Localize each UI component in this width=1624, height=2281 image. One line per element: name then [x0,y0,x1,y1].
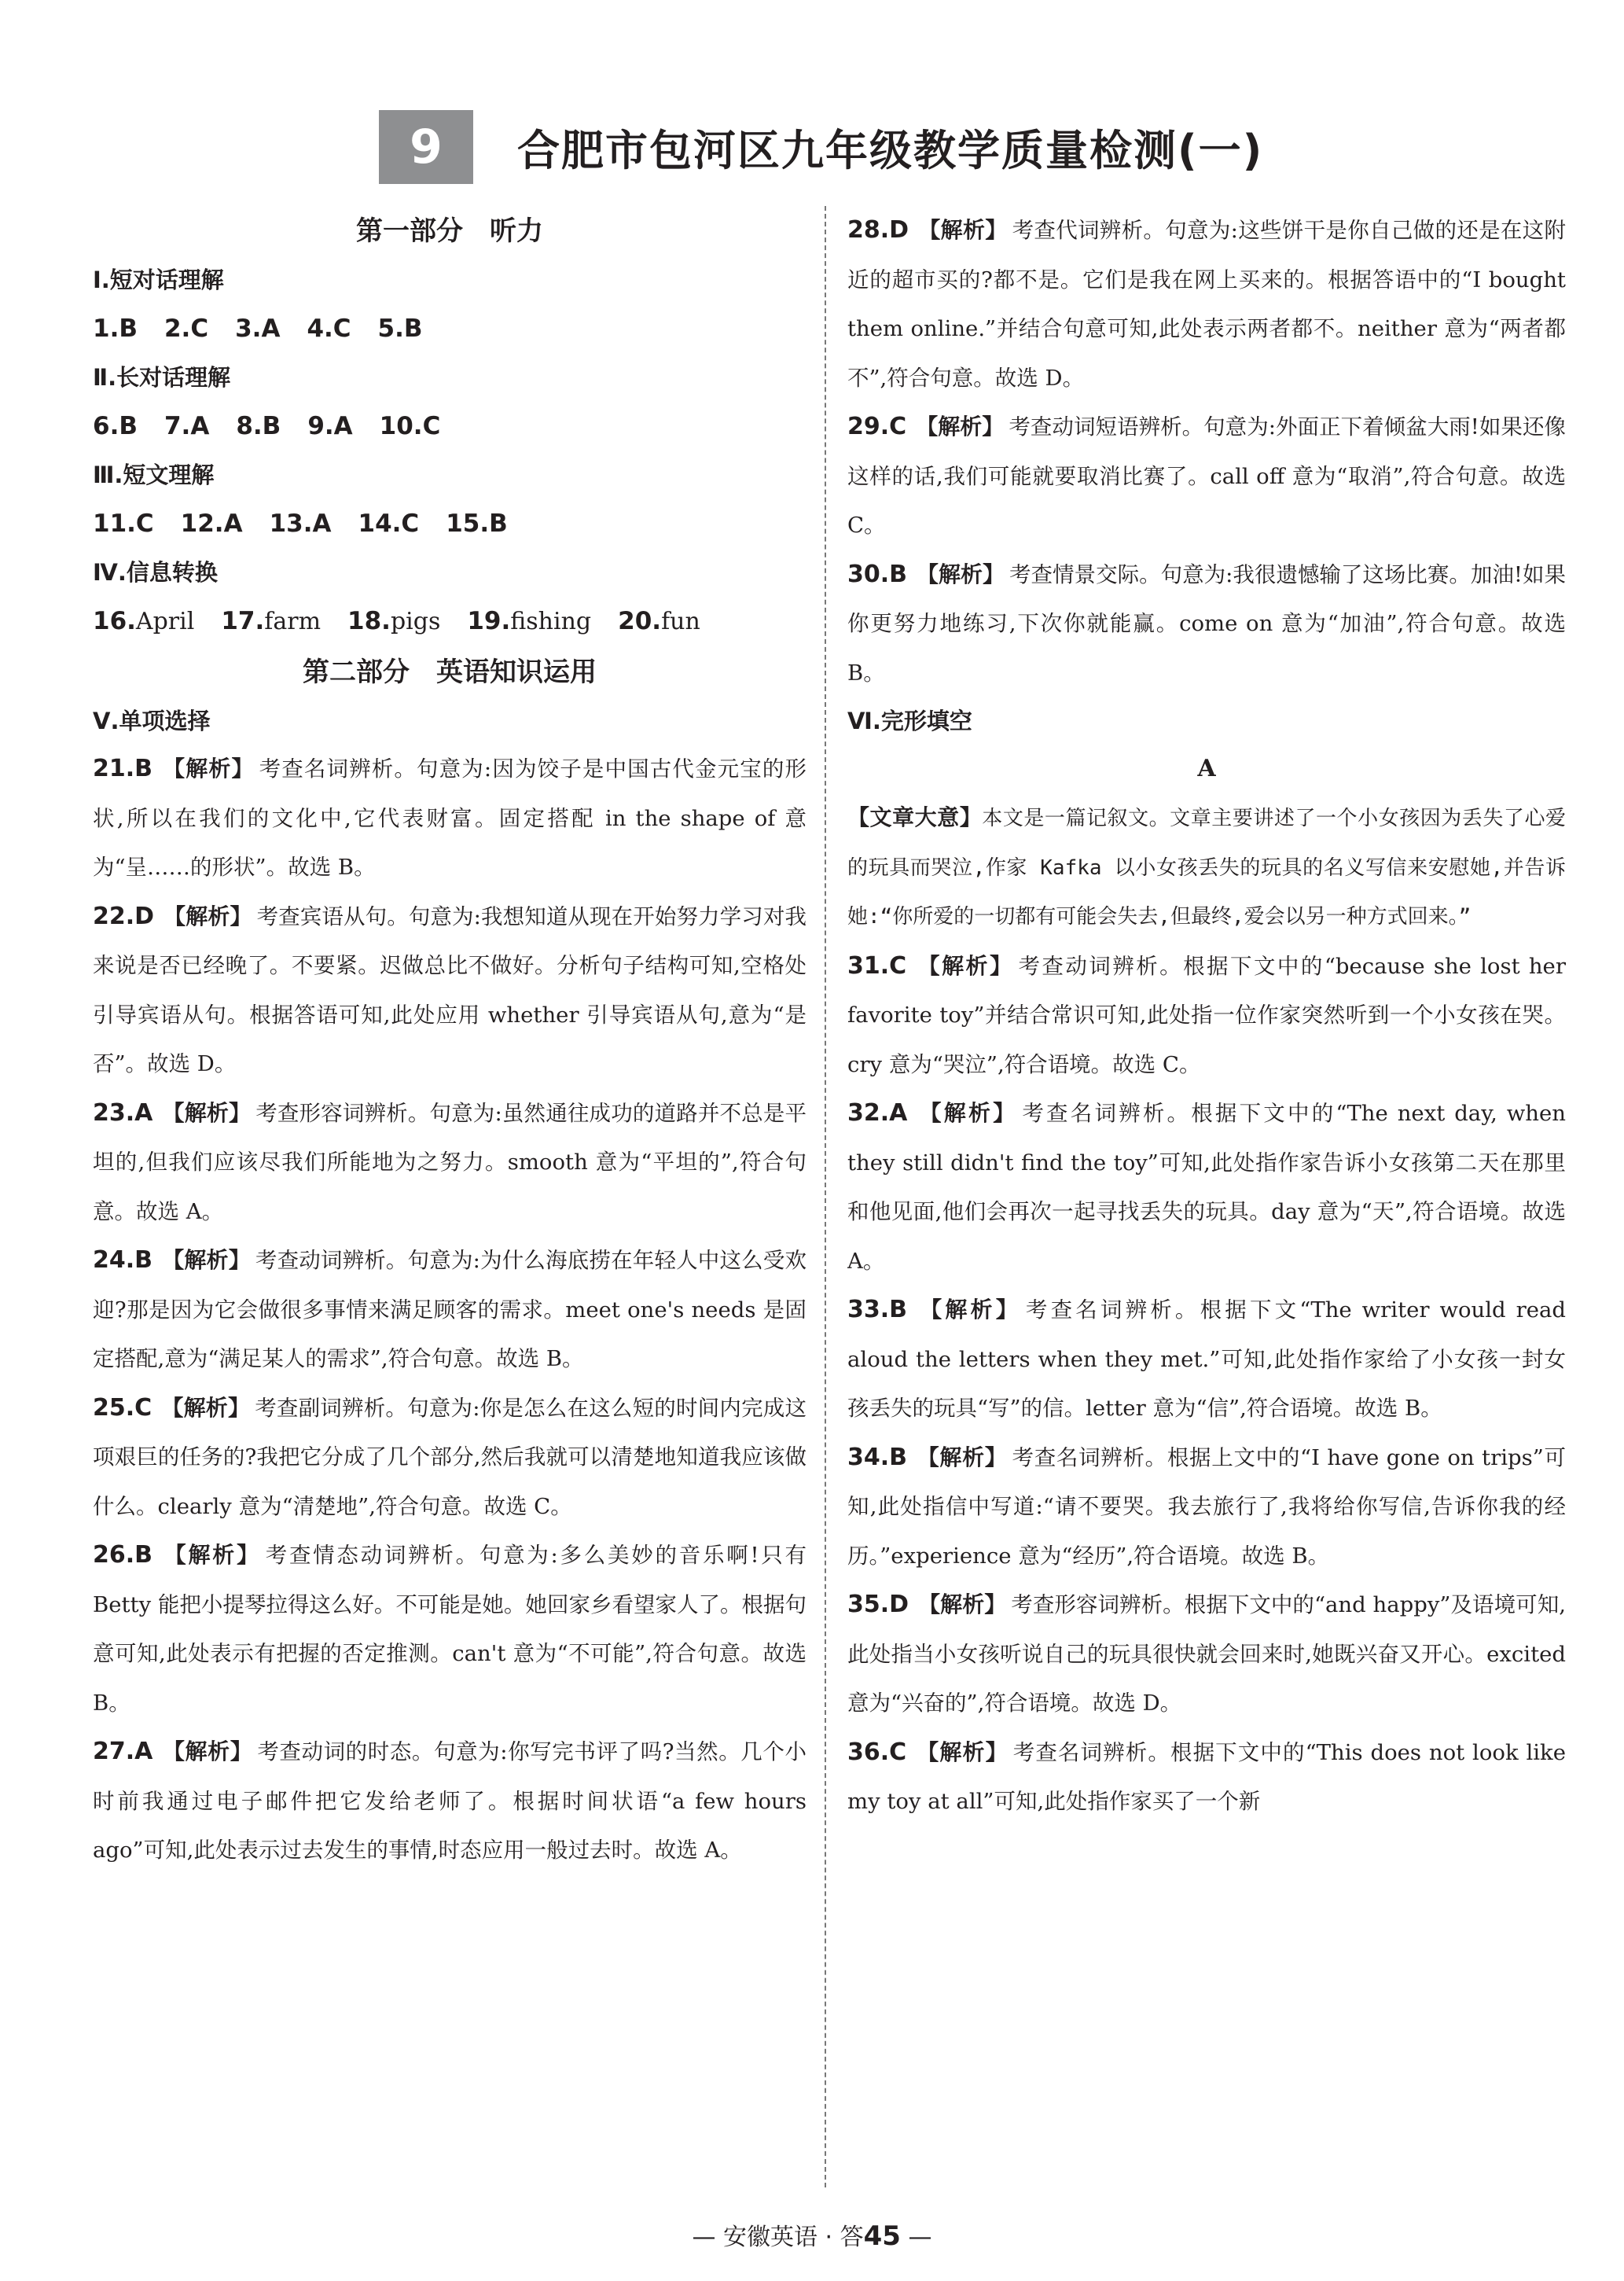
explanation-text: 考查名词辨析。根据下文中的“This does not look like my toy at all”可知,此处指作家买了一个新 [847,1739,1566,1814]
analysis-tag: 【解析】 [162,756,255,782]
analysis-tag: 【解析】 [917,561,1005,587]
analysis-tag: 【解析】 [162,1247,251,1273]
answer-number: 8.B [236,412,281,440]
article-label: A [1197,755,1216,782]
answer-word: fun [661,608,700,635]
analysis-tag: 【解析】 [918,217,1008,243]
answer [221,607,321,635]
answer [307,315,351,343]
explanation-text: 考查情态动词辨析。句意为:多么美妙的音乐啊!只有 Betty 能把小提琴拉得这么好。不可能是她。她回家乡看望家人了。根据句意可知,此处表示有把握的否定推测。can't 意为“不可能”,符合句意。故选 B。 [93,1543,806,1716]
answer-number: 17. [221,607,265,635]
answer-explanation [93,745,806,892]
answer-explanation [847,1286,1566,1433]
explanation-text: 考查名词辨析。句意为:因为饺子是中国古代金元宝的形状,所以在我们的文化中,它代表财富。固定搭配 in the shape of 意为“呈……的形状”。故选 B。 [93,756,806,880]
analysis-tag: 【解析】 [917,1100,1018,1126]
explanation-text: 考查宾语从句。句意为:我想知道从现在开始努力学习对我来说是否已经晚了。不要紧。迟做总比不做好。分析句子结构可知,空格处引导宾语从句。根据答语可知,此处应用 whether 引导宾语从句,意为“是否”。故选 D。 [93,903,806,1076]
answer [358,510,420,538]
analysis-tag: 【解析】 [918,1591,1007,1617]
page-number: 45 [863,2220,901,2252]
answer-explanation [847,206,1566,403]
answer-explanation [847,1728,1566,1827]
answer [164,412,209,440]
explanation-text: 考查名词辨析。根据上文中的“I have gone on trips”可知,此处指信中写道:“请不要哭。我去旅行了,我将给你写信,告诉你我的经历。”experience 意为“经历”,符合语境。故选 B。 [847,1444,1566,1569]
question-answer: 33.B [847,1296,908,1323]
part1-title: 第一部分 听力 [356,215,543,247]
answer [236,412,281,440]
answer [270,510,332,538]
article-summary [847,793,1566,942]
explanation-text: 考查代词辨析。句意为:这些饼干是你自己做的还是在这附近的超市买的?都不是。它们是我在网上买来的。根据答语中的“I bought them online.”并结合句意可知,此处表示两者都不。neither 意为“两者都不”,符合句意。故选 D。 [847,218,1566,391]
answer-explanation [93,1089,806,1237]
answer [93,607,194,635]
analysis-tag: 【解析】 [916,952,1014,979]
question-answer: 25.C [93,1393,152,1422]
question-answer: 28.D [847,216,909,244]
analysis-tag: 【解析】 [162,1099,252,1126]
answer-number: 2.C [164,315,209,343]
footer-suffix: — [900,2224,932,2251]
answer-number: 16. [93,607,136,635]
answer-explanation [93,1384,806,1532]
question-answer: 32.A [847,1099,908,1127]
answer [380,412,441,440]
answer [164,315,208,343]
test-number-badge: 9 [379,110,473,184]
question-answer: 26.B [93,1541,153,1569]
section-label: Ⅱ.长对话理解 [93,364,231,391]
analysis-tag: 【解析】 [917,1444,1008,1470]
answer-explanation [93,1236,806,1384]
footer-prefix: — 安徽英语 · 答 [692,2224,864,2251]
right-column [847,206,1566,2187]
answer-word: fishing [510,608,592,635]
question-answer: 22.D [93,902,155,930]
answer-word: farm [264,608,321,635]
answer-row [93,596,806,647]
answer-explanation [93,1727,806,1875]
answer [235,315,280,343]
explanation-text: 考查动词辨析。句意为:为什么海底捞在年轻人中这么受欢迎?那是因为它会做很多事情来满足顾客的需求。meet one's needs 是固定搭配,意为“满足某人的需求”,符合句意。故选 B。 [93,1248,806,1371]
analysis-tag: 【解析】 [161,1394,251,1421]
question-answer: 36.C [847,1738,907,1766]
answer [446,510,508,538]
question-answer: 21.B [93,755,153,782]
explanation-text: 考查副词辨析。句意为:你是怎么在这么短的时间内完成这项艰巨的任务的?我把它分成了几个部分,然后我就可以清楚地知道我应该做什么。clearly 意为“清楚地”,符合句意。故选 C。 [93,1395,806,1519]
analysis-tag: 【解析】 [162,1542,261,1568]
column-divider [825,206,826,2187]
right-answer-list-bottom [847,942,1566,1827]
answer-number: 6.B [93,412,138,440]
answer [347,607,440,635]
page-title: 合肥市包河区九年级教学质量检测(一) [517,125,1264,175]
question-answer: 34.B [847,1443,908,1471]
answer-number: 20. [618,607,662,635]
explanation-text: 考查形容词辨析。句意为:虽然通往成功的道路并不总是平坦的,但我们应该尽我们所能地为之努力。smooth 意为“平坦的”,符合句意。故选 A。 [93,1100,806,1224]
summary-tag: 【文章大意】 [847,804,983,830]
explanation-text: 考查情景交际。句意为:我很遗憾输了这场比赛。加油!如果你更努力地练习,下次你就能赢。come on 意为“加油”,符合句意。故选 B。 [847,561,1566,686]
answer-number: 5.B [377,315,423,343]
answer-row [93,499,806,549]
answer [181,510,243,538]
answer-explanation [847,1089,1566,1286]
answer-explanation [847,403,1566,550]
question-answer: 30.B [847,560,908,588]
answer-number: 19. [467,607,511,635]
answer-number: 14.C [358,510,420,538]
section-label: Ⅰ.短对话理解 [93,267,224,293]
analysis-tag: 【解析】 [916,1738,1009,1765]
question-answer: 31.C [847,951,907,980]
right-answer-list-top [847,206,1566,697]
page-footer [0,2217,1624,2252]
answer-number: 1.B [93,315,138,343]
answer-number: 3.A [235,315,281,343]
left-answer-list [93,745,806,1875]
answer-explanation [847,1580,1566,1728]
answer-number: 9.A [307,412,353,440]
answer [93,412,138,440]
header [379,110,1263,184]
answer-number: 12.A [180,510,243,538]
answer-word: pigs [390,608,441,635]
analysis-tag: 【解析】 [162,1738,253,1764]
explanation-text: 考查形容词辨析。根据下文中的“and happy”及语境可知,此处指当小女孩听说自己的玩具很快就会回来时,她既兴奋又开心。excited 意为“兴奋的”,符合语境。故选 D。 [847,1592,1566,1716]
left-column [93,206,806,2187]
section-label: Ⅲ.短文理解 [93,462,215,488]
question-answer: 23.A [93,1098,153,1127]
answer-number: 18. [347,607,391,635]
explanation-text: 考查动词的时态。句意为:你写完书评了吗?当然。几个小时前我通过电子邮件把它发给老师了。根据时间状语“a few hours ago”可知,此处表示过去发生的事情,时态应用一般过去时。故选 A。 [93,1739,806,1863]
analysis-tag: 【解析】 [164,903,252,929]
explanation-text: 考查名词辨析。根据下文“The writer would read aloud the letters when they met.”可知,此处指作家给了小女孩一封女孩丢失的玩具“写”的信。letter 意为“信”,符合语境。故选 B。 [847,1297,1566,1421]
section-vi-label: Ⅵ.完形填空 [847,708,972,734]
answer-row [93,401,806,451]
answer-explanation [847,942,1566,1090]
explanation-text: 考查动词辨析。根据下文中的“because she lost her favorite toy”并结合常识可知,此处指一位作家突然听到一个小女孩在哭。cry 意为“哭泣”,符合语境。故选 C。 [847,953,1566,1077]
answer [467,607,591,635]
question-answer: 29.C [847,413,907,440]
part1-sections [93,256,806,647]
answer-number: 4.C [307,315,351,343]
section-label: Ⅳ.信息转换 [93,559,218,586]
explanation-text: 考查动词短语辨析。句意为:外面正下着倾盆大雨!如果还像这样的话,我们可能就要取消比赛了。call off 意为“取消”,符合句意。故选 C。 [847,414,1566,538]
section-v-label: Ⅴ.单项选择 [93,708,211,734]
answer-word: April [135,608,195,635]
question-answer: 27.A [93,1738,153,1765]
answer-number: 15.B [446,510,508,538]
answer-explanation [93,892,806,1089]
answer [618,607,700,635]
explanation-text: 考查名词辨析。根据下文中的“The next day, when they still didn't find the toy”可知,此处指作家告诉小女孩第二天在那里和他见面,他们会再次一起寻找丢失的玩具。day 意为“天”,符合语境。故选 A。 [847,1101,1566,1274]
answer [378,315,423,343]
answer-number: 7.A [164,412,210,440]
question-answer: 35.D [847,1591,909,1618]
answer-explanation [847,1433,1566,1581]
answer [307,412,352,440]
answer-number: 13.A [269,510,332,538]
analysis-tag: 【解析】 [916,414,1005,440]
question-answer: 24.B [93,1246,153,1274]
part2-title: 第二部分 英语知识运用 [303,657,597,688]
answer-explanation [847,550,1566,698]
answer-number: 11.C [93,510,154,538]
answer [93,510,154,538]
answer-row [93,304,806,354]
answer-explanation [93,1531,806,1727]
answer-number: 10.C [379,412,441,440]
analysis-tag: 【解析】 [917,1297,1021,1323]
answer [93,315,138,343]
summary-text: 本文是一篇记叙文。文章主要讲述了一个小女孩因为丢失了心爱的玩具而哭泣,作家 Kafka 以小女孩丢失的玩具的名义写信来安慰她,并告诉她:“你所爱的一切都有可能会失去,但最终,爱会以另一种方式回来。” [847,807,1566,929]
